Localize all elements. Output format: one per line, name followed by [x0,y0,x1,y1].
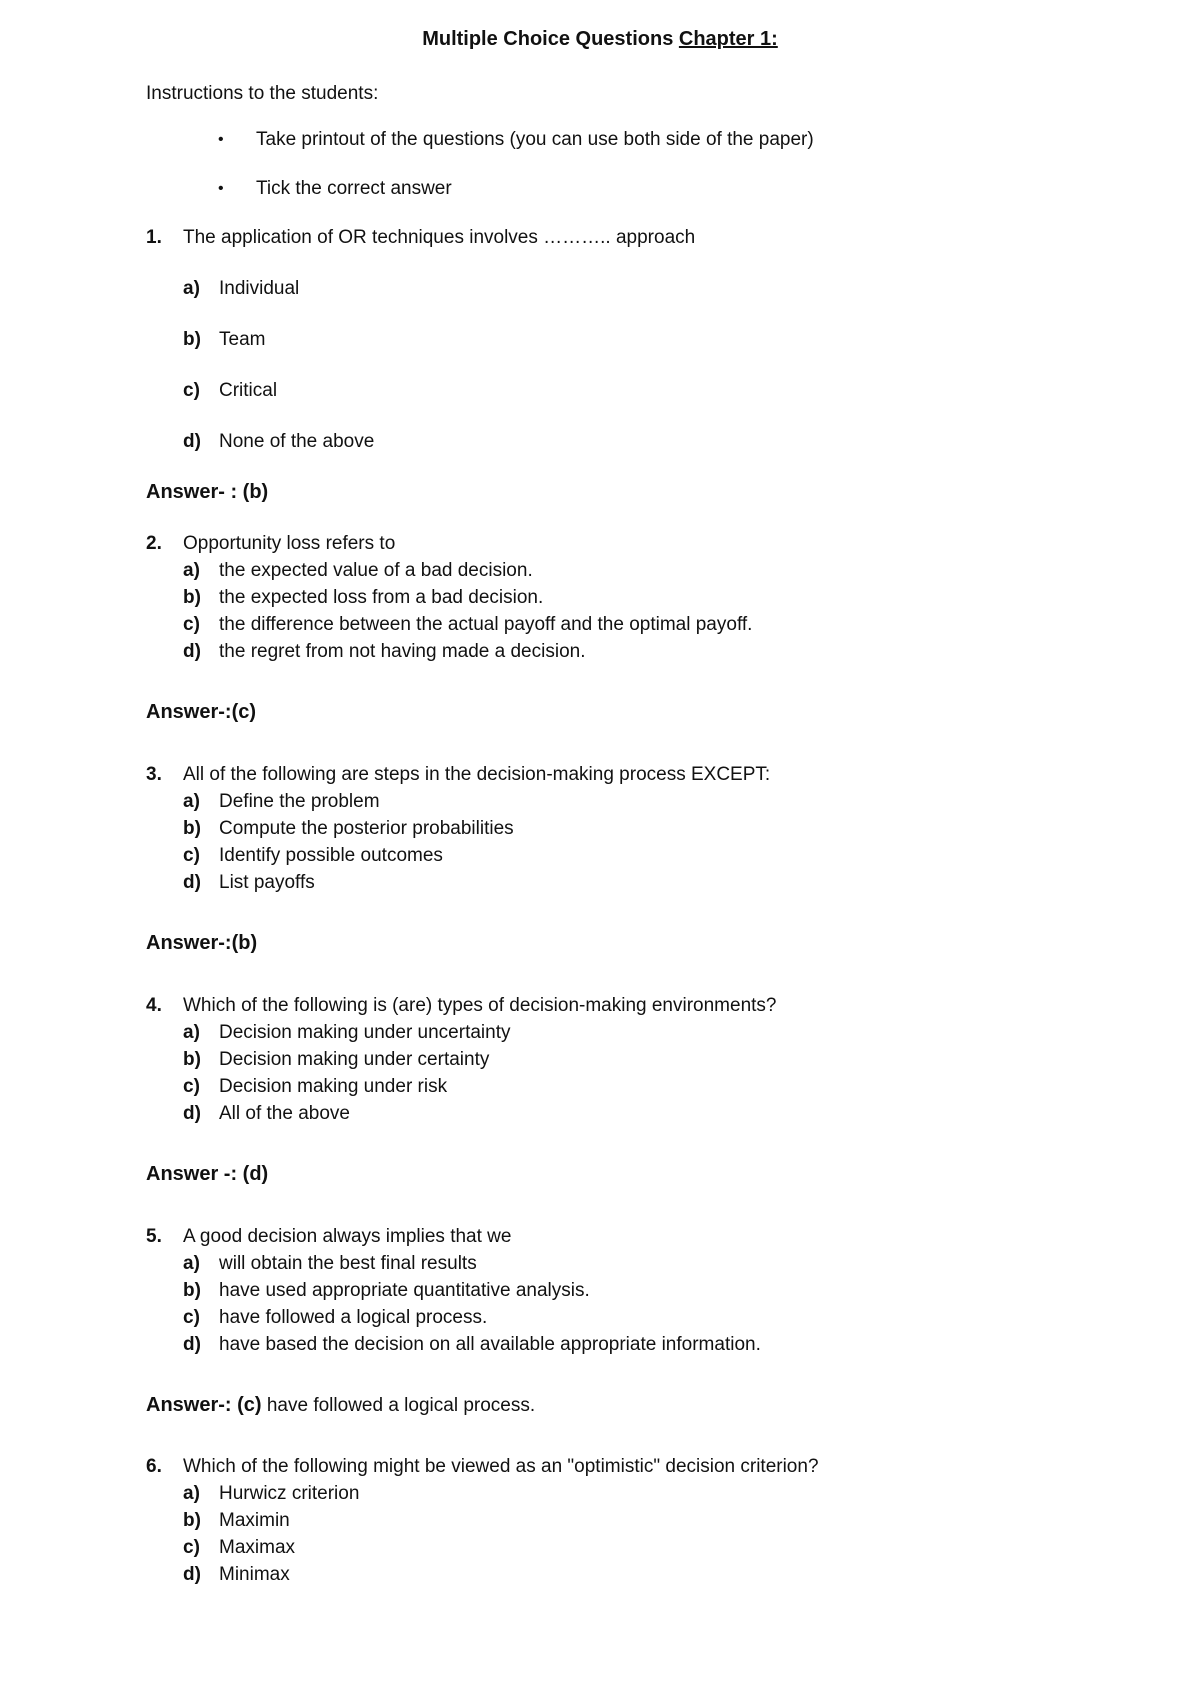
title-chapter: Chapter 1: [678,28,778,50]
option-text: Decision making under risk [219,1076,448,1097]
answer-line [146,932,257,955]
question-text: A good decision always implies that we [183,1226,512,1247]
option-letter: b) [183,1510,201,1531]
option-letter: c) [183,614,200,635]
title-main: Multiple Choice Questions [422,28,679,50]
option-text: the expected loss from a bad decision. [219,587,544,608]
question-number: 3. [146,764,162,785]
option-text: Compute the posterior probabilities [219,818,514,839]
option-letter: a) [183,278,200,299]
option-text: Maximin [219,1510,290,1531]
option-text: will obtain the best final results [219,1253,477,1274]
option-text: have followed a logical process. [219,1307,488,1328]
option-letter: b) [183,1280,201,1301]
option-letter: a) [183,1253,200,1274]
option-text: Minimax [219,1564,290,1585]
option-letter: d) [183,872,201,893]
option-text: have used appropriate quantitative analysis. [219,1280,590,1301]
option-letter: d) [183,1103,201,1124]
answer-label: Answer -: (d) [146,1163,269,1185]
answer-line [146,1163,268,1186]
option-letter: c) [183,380,200,401]
question-text: Which of the following might be viewed as an "optimistic" decision criterion? [183,1456,819,1477]
page-title [0,28,1200,51]
answer-line [146,701,256,724]
option-letter: d) [183,1564,201,1585]
option-letter: d) [183,431,201,452]
option-letter: b) [183,1049,201,1070]
option-text: Critical [219,380,278,401]
option-letter: d) [183,641,201,662]
question-number: 4. [146,995,162,1016]
question-text: All of the following are steps in the decision-making process EXCEPT: [183,764,771,785]
option-text: Maximax [219,1537,296,1558]
option-letter: c) [183,1076,200,1097]
option-letter: a) [183,560,200,581]
option-letter: b) [183,818,201,839]
answer-line [146,481,268,504]
answer-explanation: have followed a logical process. [261,1395,536,1416]
question-number: 1. [146,227,162,248]
option-text: Decision making under uncertainty [219,1022,511,1043]
answer-line [146,1394,535,1417]
answer-label: Answer-: (c) [146,1394,262,1416]
option-letter: a) [183,1022,200,1043]
option-text: All of the above [219,1103,350,1124]
option-letter: a) [183,1483,200,1504]
option-text: the difference between the actual payoff and the optimal payoff. [219,614,753,635]
option-letter: b) [183,587,201,608]
option-text: Hurwicz criterion [219,1483,360,1504]
instruction-item: Tick the correct answer [256,178,452,199]
option-letter: c) [183,845,200,866]
question-text: Which of the following is (are) types of decision-making environments? [183,995,777,1016]
option-letter: b) [183,329,201,350]
question-text: The application of OR techniques involves ……….. approach [183,227,696,248]
instructions-heading: Instructions to the students: [146,83,379,104]
question-number: 2. [146,533,162,554]
instruction-item: Take printout of the questions (you can use both side of the paper) [256,129,814,150]
option-letter: d) [183,1334,201,1355]
option-text: the regret from not having made a decision. [219,641,586,662]
option-text: have based the decision on all available appropriate information. [219,1334,761,1355]
option-text: the expected value of a bad decision. [219,560,533,581]
option-letter: c) [183,1537,200,1558]
option-letter: a) [183,791,200,812]
option-letter: c) [183,1307,200,1328]
question-number: 5. [146,1226,162,1247]
answer-label: Answer-:(b) [146,932,258,954]
answer-label: Answer-:(c) [146,701,257,723]
question-number: 6. [146,1456,162,1477]
question-text: Opportunity loss refers to [183,533,396,554]
bullet-icon: • [218,180,224,197]
option-text: Define the problem [219,791,380,812]
option-text: Individual [219,278,300,299]
option-text: Decision making under certainty [219,1049,490,1070]
bullet-icon: • [218,131,224,148]
option-text: List payoffs [219,872,315,893]
option-text: Team [219,329,266,350]
option-text: Identify possible outcomes [219,845,443,866]
option-text: None of the above [219,431,375,452]
answer-label: Answer- : (b) [146,481,269,503]
